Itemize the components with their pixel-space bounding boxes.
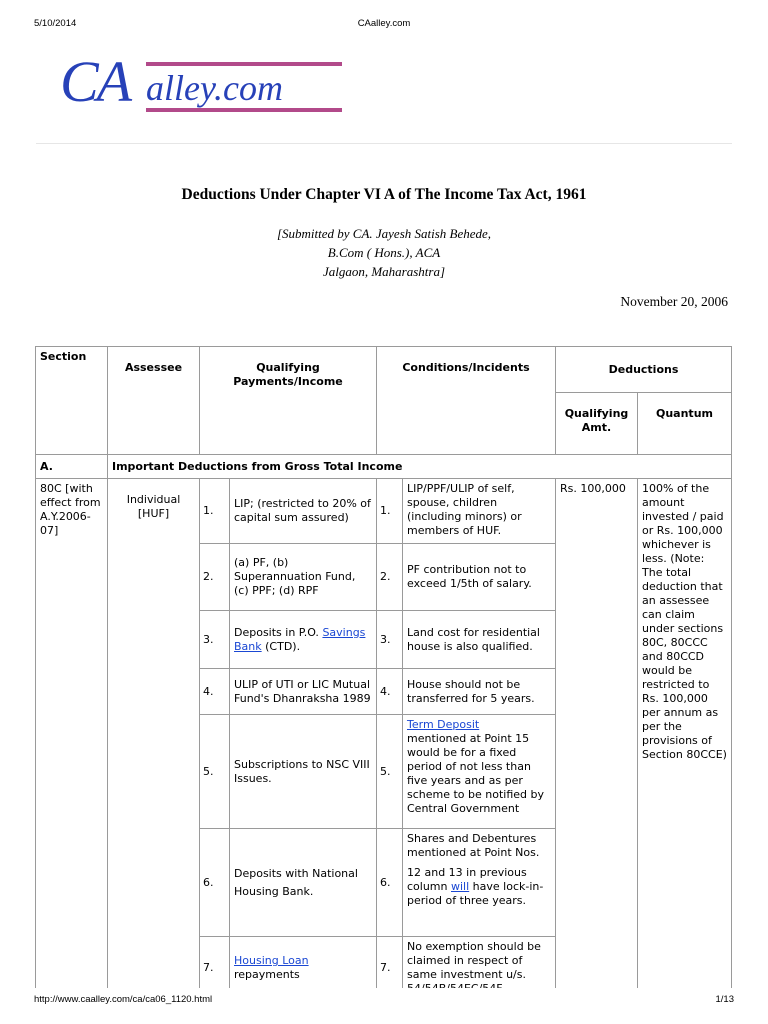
- condition-text: Shares and Debentures mentioned at Point Nos.: [407, 832, 540, 859]
- print-page-number: 1/13: [715, 994, 734, 1005]
- payment-lip: LIP; (restricted to 20% of capital sum assured): [230, 479, 377, 544]
- will-link[interactable]: will: [451, 880, 470, 893]
- header-section: Section: [36, 347, 108, 455]
- byline-line-3: Jalgaon, Maharashtra]: [322, 264, 446, 279]
- payment-text: Deposits in P.O.: [234, 625, 319, 639]
- payment-post-office-deposits: [230, 611, 377, 669]
- condition-shares-debentures: [403, 829, 556, 937]
- logo-bar-top: [146, 62, 342, 66]
- section-80c: 80C [with effect from A.Y.2006-07]: [36, 479, 108, 1000]
- condition-house-transfer: House should not be transferred for 5 years.: [403, 669, 556, 715]
- condition-term-deposit: [403, 715, 556, 829]
- logo-bar-bottom: [146, 108, 342, 112]
- logo-ca-text: CA: [60, 49, 131, 114]
- header-quantum: Quantum: [638, 393, 732, 455]
- author-byline: [0, 224, 768, 281]
- print-header: [34, 18, 734, 32]
- byline-line-2: B.Com ( Hons.), ACA: [327, 245, 441, 260]
- header-qualifying-amount: Qualifying Amt.: [556, 393, 638, 455]
- quantum-text: 100% of the amount invested / paid or Rs. 100,000 whichever is less. (Note: The total deduction that an assessee can claim under sections 80C, 80CCC and 80CCD would be restricted to Rs. 100,000 per annum as per the provisions of Section 80CCE): [638, 479, 732, 1000]
- payment-number: 5.: [200, 715, 230, 829]
- term-deposit-link[interactable]: Term Deposit: [407, 718, 480, 731]
- print-footer: [34, 994, 734, 1008]
- condition-number: 1.: [377, 479, 403, 544]
- condition-number: 6.: [377, 829, 403, 937]
- condition-number: 3.: [377, 611, 403, 669]
- payment-text: (CTD).: [265, 639, 301, 653]
- savings-bank-link[interactable]: Savings Bank: [234, 625, 366, 653]
- payment-nsc-subscriptions: Subscriptions to NSC VIII Issues.: [230, 715, 377, 829]
- condition-number: 7.: [377, 937, 403, 1000]
- group-title: Important Deductions from Gross Total Income: [108, 455, 732, 479]
- condition-lip-ppf-ulip: LIP/PPF/ULIP of self, spouse, children (including minors) or members of HUF.: [403, 479, 556, 544]
- header-assessee: Assessee: [108, 347, 200, 455]
- condition-land-cost: Land cost for residential house is also qualified.: [403, 611, 556, 669]
- payment-pf-superannuation: (a) PF, (b) Superannuation Fund, (c) PPF; (d) RPF: [230, 544, 377, 611]
- payment-number: 4.: [200, 669, 230, 715]
- condition-no-exemption: No exemption should be claimed in respect of same investment u/s.: [403, 937, 556, 1000]
- print-site-title: CAalley.com: [357, 18, 411, 29]
- page-title: Deductions Under Chapter VI A of The Income Tax Act, 1961: [181, 186, 587, 203]
- payment-number: 1.: [200, 479, 230, 544]
- condition-number: 5.: [377, 715, 403, 829]
- payment-text: repayments: [234, 968, 300, 981]
- qualifying-amount: Rs. 100,000: [556, 479, 638, 1000]
- condition-text: mentioned at Point 15 would be for a fixed period of not less than five years and as per scheme to be notified by Central Government: [407, 732, 545, 815]
- housing-loan-link[interactable]: Housing Loan: [234, 954, 309, 967]
- condition-text: have lock-in-period of three years.: [407, 880, 544, 907]
- assessee-individual-huf: Individual [HUF]: [108, 479, 200, 1000]
- payment-number: 3.: [200, 611, 230, 669]
- condition-text: 12 and 13 in previous column: [407, 866, 527, 893]
- logo-alley-text: alley.com: [146, 68, 283, 108]
- header-divider: [36, 143, 732, 144]
- print-url[interactable]: http://www.caalley.com/ca/ca06_1120.html: [34, 994, 213, 1005]
- caalley-logo[interactable]: [60, 49, 290, 120]
- payment-number: 2.: [200, 544, 230, 611]
- print-date: 5/10/2014: [34, 18, 77, 29]
- condition-pf-contribution: PF contribution not to exceed 1/5th of salary.: [403, 544, 556, 611]
- header-deductions: Deductions: [556, 347, 732, 393]
- byline-line-1: [Submitted by CA. Jayesh Satish Behede,: [276, 226, 492, 241]
- header-conditions: Conditions/Incidents: [377, 347, 556, 455]
- condition-number: 4.: [377, 669, 403, 715]
- payment-number: 7.: [200, 937, 230, 1000]
- group-label: A.: [36, 455, 108, 479]
- article-date: November 20, 2006: [620, 294, 728, 309]
- header-qualifying-payments: Qualifying Payments/Income: [200, 347, 377, 455]
- payment-number: 6.: [200, 829, 230, 937]
- payment-ulip-uti-lic: ULIP of UTI or LIC Mutual Fund's Dhanraksha 1989: [230, 669, 377, 715]
- deductions-table: [35, 346, 732, 1000]
- payment-national-housing-bank: Deposits with National Housing Bank.: [230, 829, 377, 937]
- condition-number: 2.: [377, 544, 403, 611]
